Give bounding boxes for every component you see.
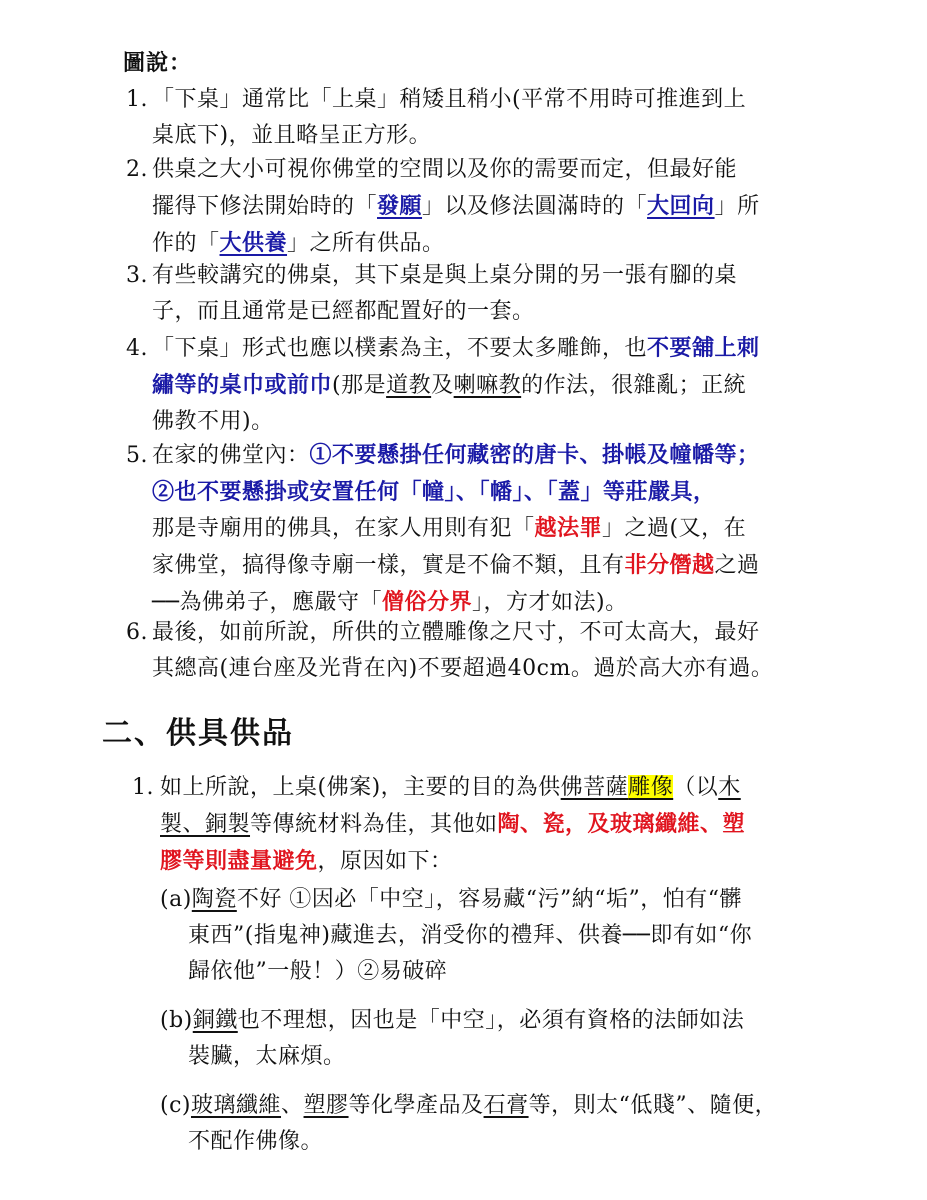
text-segment: 、: [281, 1093, 304, 1118]
item-text-line: [126, 225, 831, 262]
emphasis-red: 膠等則盡量避免: [160, 848, 318, 874]
item-text-line: 裝臟，太麻煩。: [188, 1044, 346, 1069]
item-text-line: ②也不要懸掛或安置任何「幢」、「幡」、「蓋」等莊嚴具，: [152, 479, 716, 505]
text-segment: 不好 ①因必「中空」，容易藏“污”納“垢”，怕有“髒: [236, 887, 743, 912]
item-text-line: [126, 367, 831, 404]
caption-title: 圖說：: [123, 50, 193, 76]
text-segment: 家佛堂，搞得像寺廟一樣，實是不倫不類，且有: [152, 553, 625, 578]
text-segment: 之過: [714, 553, 760, 578]
text-segment: ──為佛弟子，應嚴守「: [152, 590, 382, 615]
list-item-3: [126, 258, 831, 330]
underline-daojiao: 道教: [386, 373, 432, 398]
text-segment: (那是: [332, 373, 387, 398]
item-number: 2.: [126, 157, 148, 182]
item-text: 「下桌」通常比「上桌」稍矮且稍小(平常不用時可推進到上: [152, 87, 747, 112]
item-text-line: 佛教不用)。: [152, 409, 274, 434]
sub-item-label: (b): [160, 1008, 193, 1033]
text-segment: （以: [673, 775, 719, 800]
text-segment: ，原因如下：: [317, 849, 453, 874]
underline-mu: 木: [718, 775, 741, 800]
item-number: 3.: [126, 263, 148, 288]
section-heading: 二、供具供品: [102, 716, 294, 751]
item-text: 在家的佛堂內：: [152, 443, 310, 468]
list-item-6: [126, 615, 831, 687]
underline-pusa: 佛菩薩: [560, 775, 629, 800]
item-text: 供桌之大小可視你佛堂的空間以及你的需要而定，但最好能: [152, 157, 738, 182]
item-text-line: [126, 547, 831, 584]
item-number: 1.: [132, 775, 154, 800]
underline-taoci: 陶瓷: [191, 887, 237, 912]
item-text-line: [126, 188, 831, 225]
emphasis-blue: ①不要懸掛任何藏密的唐卡、掛帳及幢幡等；: [309, 442, 760, 468]
text-segment: 等化學產品及: [348, 1093, 484, 1118]
list-item-5: [126, 437, 831, 621]
underline-shigao: 石膏: [483, 1093, 529, 1118]
item-text-line: 其總高(連台座及光背在內)不要超過40cm。過於高大亦有過。: [152, 656, 774, 681]
emphasis-dagongyang: 大供養: [219, 230, 288, 256]
underline-materials: 製、銅製: [160, 812, 251, 837]
text-segment: 」之過(又，在: [602, 516, 747, 541]
emphasis-blue: 繡等的桌巾或前巾: [152, 372, 333, 398]
item-text-line: 子，而且通常是已經都配置好的一套。: [152, 299, 535, 324]
text-segment: 」所: [714, 194, 760, 219]
item-number: 4.: [126, 336, 148, 361]
list-item-4: [126, 330, 831, 440]
sub-item-label: (c): [160, 1093, 191, 1118]
item-text-line: 東西”(指鬼神)藏進去，消受你的禮拜、供養──即有如“你: [188, 923, 753, 948]
item-number: 1.: [126, 87, 148, 112]
underline-tongtie: 銅鐵: [192, 1008, 238, 1033]
text-segment: 」，方才如法)。: [472, 590, 628, 615]
emphasis-red: 陶、瓷，及玻璃纖維、塑: [497, 811, 746, 837]
emphasis-fayuan: 發願: [377, 193, 423, 219]
text-segment: 作的「: [152, 231, 220, 256]
list-item-1: [126, 82, 831, 154]
text-segment: 」之所有供品。: [287, 231, 445, 256]
text-segment: 的作法，很雜亂；正統: [521, 373, 747, 398]
text-segment: 那是寺廟用的佛具，在家人用則有犯「: [152, 516, 535, 541]
item-text-line: 桌底下)，並且略呈正方形。: [152, 123, 432, 148]
text-segment: 也不理想，因也是「中空」，必須有資格的法師如法: [237, 1008, 745, 1033]
sub-item-label: (a): [160, 887, 192, 912]
emphasis-red: 越法罪: [534, 515, 603, 541]
underline-sujiao: 塑膠: [303, 1093, 349, 1118]
item-text-line: [126, 510, 831, 547]
text-segment: 等，則太“低賤”、隨便，: [528, 1093, 778, 1118]
sub-item-c: [160, 1088, 832, 1160]
item-text-line: [132, 806, 832, 843]
text-segment: 」以及修法圓滿時的「: [422, 194, 648, 219]
item-text-line: 不配作佛像。: [188, 1129, 324, 1154]
text-segment: 及: [431, 373, 454, 398]
sub-item-a: [160, 882, 832, 990]
underline-boli: 玻璃纖維: [191, 1093, 282, 1118]
sub-item-b: [160, 1003, 832, 1075]
emphasis-red: 非分僭越: [624, 552, 715, 578]
item-text-line: [132, 843, 832, 880]
item-text-line: 歸依他”一般！）②易破碎: [188, 959, 448, 984]
emphasis-dahuixiang: 大回向: [647, 193, 715, 219]
section2-list-item-1: [132, 770, 832, 880]
item-text: 有些較講究的佛桌，其下桌是與上桌分開的另一張有腳的桌: [152, 263, 738, 288]
text-segment: 擺得下修法開始時的「: [152, 194, 378, 219]
emphasis-red: 僧俗分界: [382, 589, 473, 615]
item-text: 「下桌」形式也應以樸素為主，不要太多雕飾，也: [152, 336, 648, 361]
list-item-2: [126, 152, 831, 262]
text-segment: 如上所說，上桌(佛案)，主要的目的為供: [160, 775, 561, 800]
highlight-diaoxiang: 雕像: [628, 775, 674, 800]
item-text: 最後，如前所說，所供的立體雕像之尺寸，不可太高大，最好: [152, 620, 760, 645]
item-number: 6.: [126, 620, 148, 645]
item-number: 5.: [126, 443, 148, 468]
underline-lamajiao: 喇嘛教: [453, 373, 522, 398]
emphasis-blue: 不要舖上刺: [647, 335, 760, 361]
text-segment: 等傳統材料為佳，其他如: [250, 812, 498, 837]
